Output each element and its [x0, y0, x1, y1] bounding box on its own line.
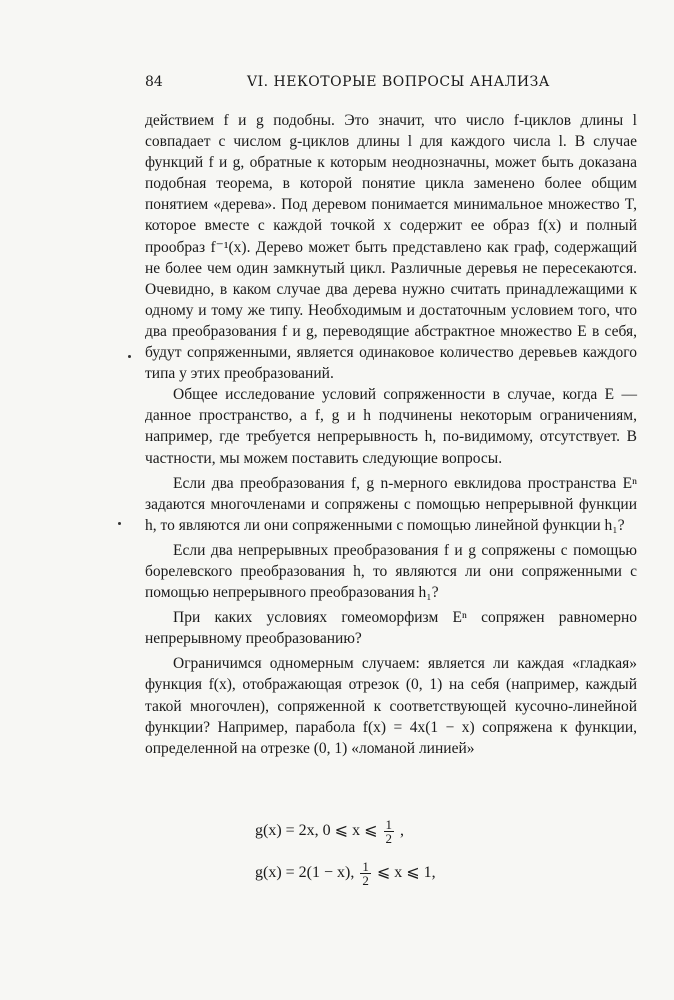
paragraph: При каких условиях гомеоморфизм Eⁿ сопряжен равномерно непрерывному преобразованию? — [145, 609, 637, 648]
page-header — [145, 74, 635, 98]
margin-mark — [118, 522, 121, 525]
fraction-numerator: 1 — [362, 859, 369, 874]
formula-tail: ⩽ x ⩽ 1, — [376, 864, 436, 882]
fraction — [384, 818, 395, 845]
running-head: VI. НЕКОТОРЫЕ ВОПРОСЫ АНАЛИЗА — [247, 74, 550, 90]
formula-line — [255, 818, 404, 845]
fraction-numerator: 1 — [385, 817, 392, 832]
page-number: 84 — [145, 74, 163, 90]
formula-main: g(x) = 2x, 0 ⩽ x ⩽ — [255, 822, 378, 840]
paragraph: действием f и g подобны. Это значит, что число f-циклов длины l совпадает с числом g-циклов длины l для каждого числа l. В случае функций f и g, обратные к которым неоднозначны, может быть доказана подобная теорема, в которой понятие цикла заменено более общим понятием «дерева». Под деревом понимается минимальное множество T, которое вместе с каждой точкой x содержит ее образ f(x) и полный прообраз f⁻¹(x). Дерево может быть представлено как граф, содержащий не более чем один замкнутый цикл. Различные деревья не пересекаются. Очевидно, в каком случае два дерева нужно считать принадлежащими к одному и тому же типу. Необходимым и достаточным условием того, что два преобразования f и g, переводящие абстрактное множество E в себя, будут сопряженными, является одинаковое количество деревьев каждого типа у этих преобразований. — [145, 112, 637, 383]
fraction-denominator: 2 — [385, 831, 392, 846]
formula-line — [255, 860, 436, 887]
paragraph: Если два преобразования f, g n-мерного евклидова пространства Eⁿ задаются многочленами и сопряжены с помощью непрерывной функции h, то являются ли они сопряженными с помощью линейной функции h₁? — [145, 474, 637, 534]
fraction-denominator: 2 — [362, 873, 369, 888]
margin-mark — [128, 355, 131, 358]
formula-tail: , — [400, 822, 404, 840]
paragraph: Общее исследование условий сопряженности в случае, когда E — данное пространство, а f, g и h подчинены некоторым ограничениям, например, где требуется непрерывность h, по-видимому, отсутствует. В частности, мы можем поставить следующие вопросы. — [145, 386, 637, 467]
paragraph: Ограничимся одномерным случаем: является ли каждая «гладкая» функция f(x), отображающая отрезок (0, 1) на себя (например, каждый такой многочлен), сопряженной к соответствующей кусочно-линейной функции? Например, парабола f(x) = 4x(1 − x) сопряжена к функции, определенной на отрезке (0, 1) «ломаной линией» — [145, 655, 637, 757]
formula-main: g(x) = 2(1 − x), — [255, 864, 359, 882]
body-text — [145, 110, 637, 759]
paragraph: Если два непрерывных преобразования f и g сопряжены с помощью борелевского преобразования h, то являются ли они сопряженными с помощью непрерывного преобразования h₁? — [145, 541, 637, 602]
fraction — [360, 860, 371, 887]
